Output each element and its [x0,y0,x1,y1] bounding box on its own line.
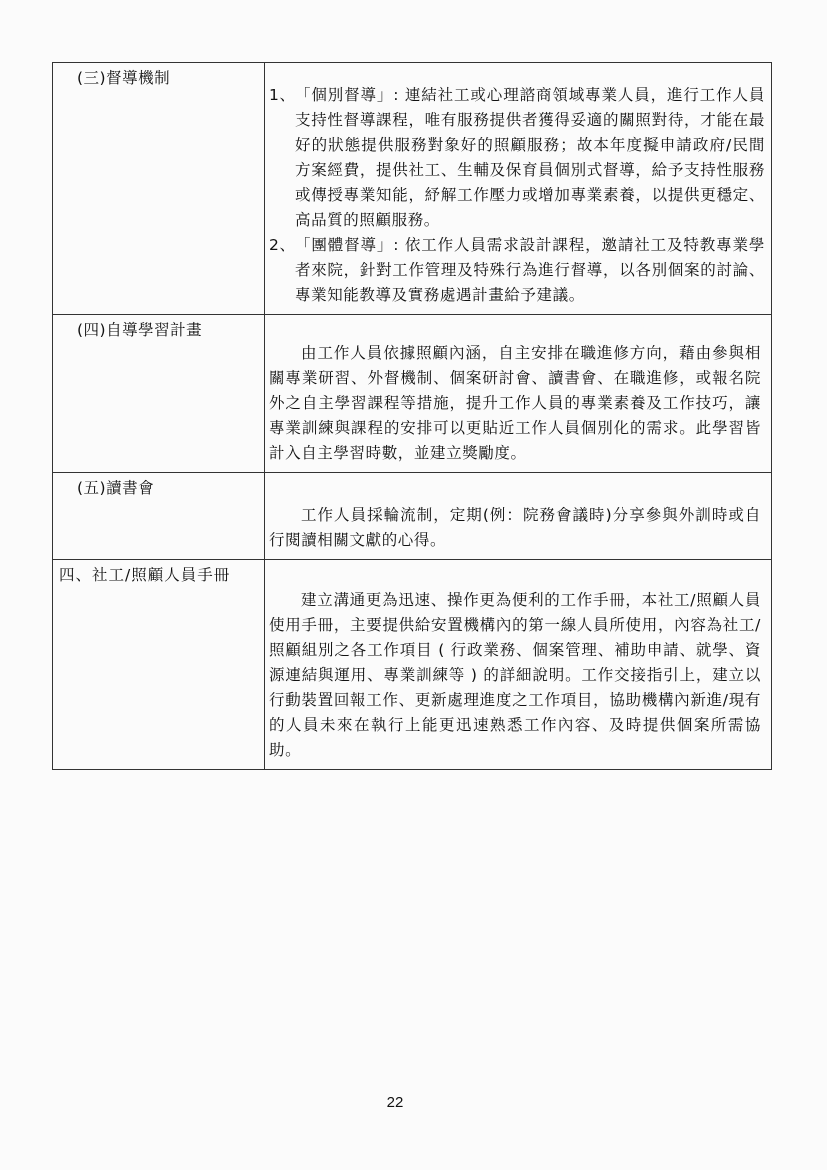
row-content-cell [265,315,772,473]
paragraph: 建立溝通更為迅速、操作更為便利的工作手冊，本社工/照顧人員使用手冊，主要提供給安置機構內的第一線人員所使用，內容為社工/照顧組別之各工作項目 ( 行政業務、個案管理、補助申請、就學、資源連結與運用、專業訓練等 ) 的詳細說明。工作交接指引上，建立以行動裝置回報工作、更新處理進度之工作項目，協助機構內新進/現有的人員未來在執行上能更迅速熟悉工作內容、及時提供個案所需協助。 [269,591,761,759]
section-label-staff-handbook: 四、社工/照顧人員手冊 [59,566,231,584]
list-item-text: 「團體督導」: 依工作人員需求設計課程，邀請社工及特教專業學者來院，針對工作管理及特殊行為進行督導，以各別個案的討論、專業知能教導及實務處遇計畫給予建議。 [295,236,765,304]
section-label-book-club: (五)讀書會 [77,479,155,497]
table-row [53,473,772,560]
list-item [267,83,765,233]
row-label-cell [53,315,265,473]
section-label-supervision: (三)督導機制 [77,69,171,87]
row-label-cell [53,473,265,560]
table-row [53,63,772,315]
list-item [267,233,765,308]
row-label-cell [53,63,265,315]
row-content-cell [265,473,772,560]
row-content-cell [265,560,772,770]
list-item-text: 「個別督導」: 連結社工或心理諮商領域專業人員，進行工作人員支持性督導課程，唯有服務提供者獲得妥適的關照對待，才能在最好的狀態提供服務對象好的照顧服務；故本年度擬申請政府/民間方案經費，提供社工、生輔及保育員個別式督導，給予支持性服務或傳授專業知能，紓解工作壓力或增加專業素養，以提供更穩定、高品質的照顧服務。 [295,86,765,229]
table-row [53,560,772,770]
page-number: 22 [386,1094,404,1111]
list-marker: 2、 [269,236,296,254]
table-row [53,315,772,473]
row-label-cell [53,560,265,770]
section-label-self-learning: (四)自導學習計畫 [77,321,203,339]
row-content-cell [265,63,772,315]
paragraph: 工作人員採輪流制，定期(例：院務會議時)分享參與外訓時或自行閱讀相關文獻的心得。 [269,506,761,549]
content-table [52,62,772,770]
paragraph: 由工作人員依據照顧內涵，自主安排在職進修方向，藉由參與相關專業研習、外督機制、個案研討會、讀書會、在職進修，或報名院外之自主學習課程等措施，提升工作人員的專業素養及工作技巧，讓專業訓練與課程的安排可以更貼近工作人員個別化的需求。此學習皆計入自主學習時數，並建立獎勵度。 [269,344,761,462]
list-marker: 1、 [269,86,296,104]
